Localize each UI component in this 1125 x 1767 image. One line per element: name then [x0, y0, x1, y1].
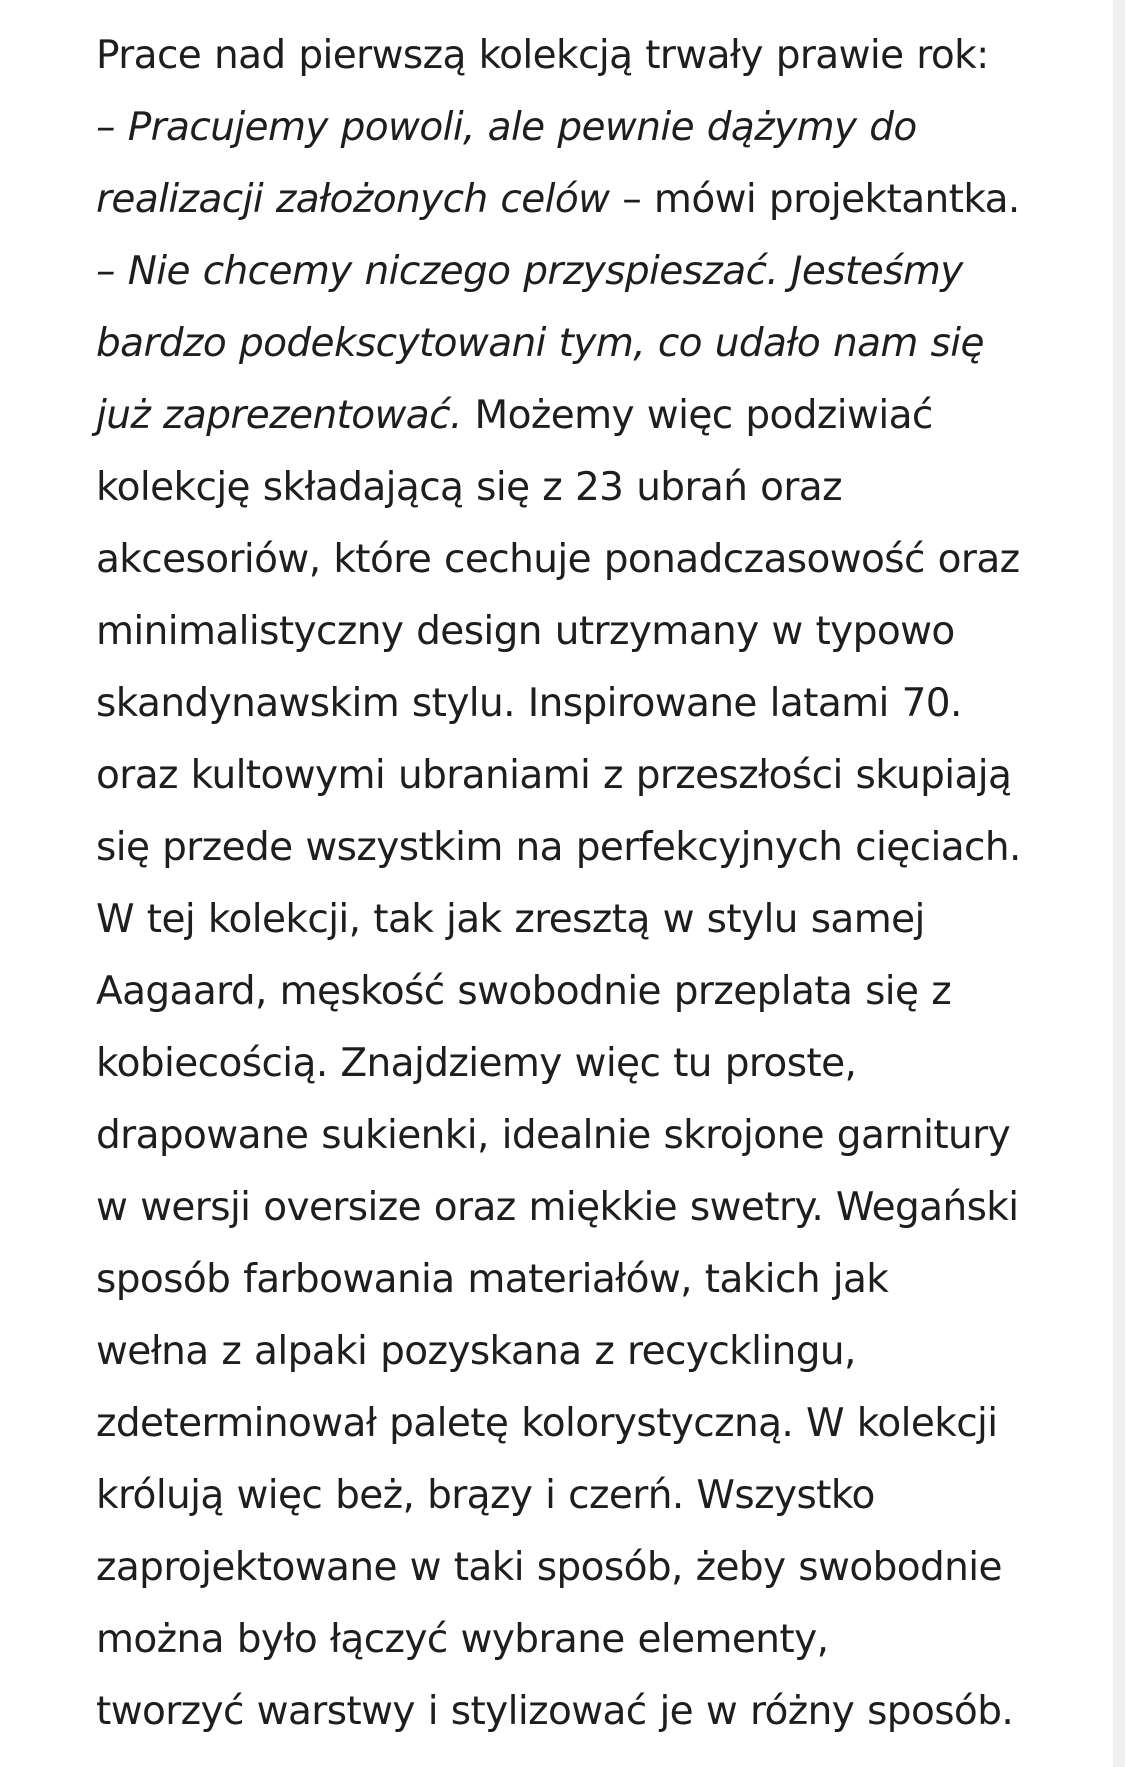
article-line — [96, 1244, 1056, 1316]
article-line — [96, 740, 1056, 812]
line-text: się przede wszystkim na perfekcyjnych cięciach. — [96, 825, 1021, 870]
quote-text: bardzo podekscytowani tym, co udało nam się — [96, 321, 984, 366]
quote-text: – Pracujemy powoli, ale pewnie dążymy do — [96, 105, 917, 150]
quote-text: już zaprezentować. — [96, 393, 462, 438]
line-text: akcesoriów, które cechuje ponadczasowość oraz — [96, 537, 1020, 582]
line-text: królują więc beż, brązy i czerń. Wszystko — [96, 1473, 875, 1518]
article-line — [96, 308, 1056, 380]
line-text: minimalistyczny design utrzymany w typowo — [96, 609, 955, 654]
article-line — [96, 380, 1056, 452]
article-line — [96, 1028, 1056, 1100]
article-body — [96, 20, 1056, 1748]
article-line — [96, 596, 1056, 668]
article-line — [96, 1460, 1056, 1532]
article-line — [96, 1172, 1056, 1244]
quote-text: realizacji założonych celów — [96, 177, 610, 222]
line-text: kobiecością. Znajdziemy więc tu proste, — [96, 1041, 857, 1086]
line-text: Możemy więc podziwiać — [461, 393, 933, 438]
line-text: zaprojektowane w taki sposób, żeby swobodnie — [96, 1545, 1002, 1590]
line-text: drapowane sukienki, idealnie skrojone garnitury — [96, 1113, 1011, 1158]
article-line — [96, 92, 1056, 164]
article-line — [96, 164, 1056, 236]
article-line — [96, 236, 1056, 308]
article-line — [96, 1100, 1056, 1172]
line-text: W tej kolekcji, tak jak zresztą w stylu samej — [96, 897, 925, 942]
line-text: można było łączyć wybrane elementy, — [96, 1617, 829, 1662]
line-text: w wersji oversize oraz miękkie swetry. Wegański — [96, 1185, 1019, 1230]
line-text: – mówi projektantka. — [609, 177, 1020, 222]
article-line — [96, 452, 1056, 524]
line-text: wełna z alpaki pozyskana z recycklingu, — [96, 1329, 856, 1374]
article-line — [96, 812, 1056, 884]
line-text: kolekcję składającą się z 23 ubrań oraz — [96, 465, 842, 510]
article-line — [96, 668, 1056, 740]
line-text: oraz kultowymi ubraniami z przeszłości skupiają — [96, 753, 1012, 798]
article-line — [96, 1532, 1056, 1604]
line-text: skandynawskim stylu. Inspirowane latami 70. — [96, 681, 962, 726]
article-line — [96, 20, 1056, 92]
article-line — [96, 956, 1056, 1028]
article-line — [96, 1316, 1056, 1388]
quote-text: – Nie chcemy niczego przyspieszać. Jesteśmy — [96, 249, 963, 294]
article-line — [96, 884, 1056, 956]
article-line — [96, 1676, 1056, 1748]
line-text: Aagaard, męskość swobodnie przeplata się z — [96, 969, 952, 1014]
article-line — [96, 1388, 1056, 1460]
line-text: zdeterminował paletę kolorystyczną. W kolekcji — [96, 1401, 998, 1446]
line-text: Prace nad pierwszą kolekcją trwały prawie rok: — [96, 33, 989, 78]
line-text: tworzyć warstwy i stylizować je w różny sposób. — [96, 1689, 1014, 1734]
article-line — [96, 524, 1056, 596]
article-line — [96, 1604, 1056, 1676]
line-text: sposób farbowania materiałów, takich jak — [96, 1257, 889, 1302]
